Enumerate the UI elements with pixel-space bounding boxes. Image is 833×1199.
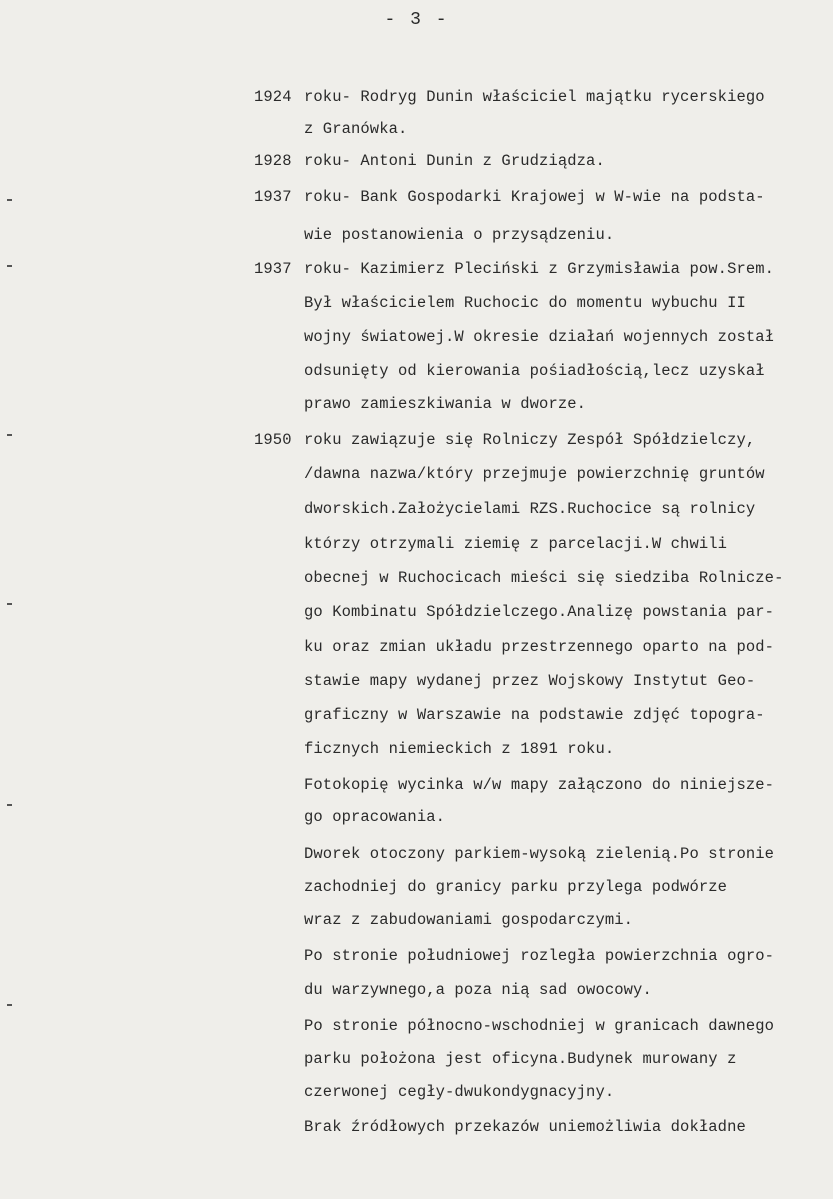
text-line: roku- Kazimierz Pleciński z Grzymisławia pow.Srem.	[304, 260, 775, 278]
page-number: - 3 -	[384, 10, 449, 30]
text-line: go opracowania.	[304, 808, 446, 826]
text-line: graficzny w Warszawie na podstawie zdjęć topogra-	[304, 706, 765, 724]
text-line: zachodniej do granicy parku przylega podwórze	[304, 878, 728, 896]
margin-mark	[7, 199, 12, 201]
text-line: wojny światowej.W okresie działań wojennych został	[304, 328, 775, 346]
text-line: Był właścicielem Ruchocic do momentu wybuchu II	[304, 294, 746, 312]
margin-mark	[7, 804, 12, 806]
year-label: 1928	[254, 152, 292, 170]
margin-mark	[7, 265, 12, 267]
text-line: którzy otrzymali ziemię z parcelacji.W chwili	[304, 535, 728, 553]
text-line: roku zawiązuje się Rolniczy Zespół Spółdzielczy,	[304, 431, 756, 449]
text-line: Fotokopię wycinka w/w mapy załączono do niniejsze-	[304, 776, 775, 794]
text-line: roku- Antoni Dunin z Grudziądza.	[304, 152, 605, 170]
text-line: obecnej w Ruchocicach mieści się siedziba Rolnicze-	[304, 569, 784, 587]
text-line: Po stronie północno-wschodniej w granicach dawnego	[304, 1017, 775, 1035]
text-line: czerwonej cegły-dwukondygnacyjny.	[304, 1083, 615, 1101]
text-line: ku oraz zmian układu przestrzennego oparto na pod-	[304, 638, 775, 656]
text-line: wie postanowienia o przysądzeniu.	[304, 226, 615, 244]
text-line: du warzywnego,a poza nią sad owocowy.	[304, 981, 652, 999]
text-line: prawo zamieszkiwania w dworze.	[304, 395, 587, 413]
margin-mark	[7, 603, 12, 605]
text-line: stawie mapy wydanej przez Wojskowy Instytut Geo-	[304, 672, 756, 690]
year-label: 1937	[254, 188, 292, 206]
year-label: 1924	[254, 88, 292, 106]
text-line: dworskich.Założycielami RZS.Ruchocice są rolnicy	[304, 500, 756, 518]
text-line: go Kombinatu Spółdzielczego.Analizę powstania par-	[304, 603, 775, 621]
text-line: Brak źródłowych przekazów uniemożliwia dokładne	[304, 1118, 746, 1136]
text-line: parku położona jest oficyna.Budynek murowany z	[304, 1050, 737, 1068]
text-line: /dawna nazwa/który przejmuje powierzchnię gruntów	[304, 465, 765, 483]
year-label: 1950	[254, 431, 292, 449]
margin-mark	[7, 1004, 12, 1006]
margin-mark	[7, 434, 12, 436]
text-line: roku- Rodryg Dunin właściciel majątku rycerskiego	[304, 88, 765, 106]
year-label: 1937	[254, 260, 292, 278]
text-line: wraz z zabudowaniami gospodarczymi.	[304, 911, 634, 929]
text-line: z Granówka.	[304, 120, 408, 138]
text-line: roku- Bank Gospodarki Krajowej w W-wie na podsta-	[304, 188, 765, 206]
text-line: ficznych niemieckich z 1891 roku.	[304, 740, 615, 758]
text-line: Dworek otoczony parkiem-wysoką zielenią.Po stronie	[304, 845, 775, 863]
text-line: Po stronie południowej rozległa powierzchnia ogro-	[304, 947, 775, 965]
text-line: odsunięty od kierowania pośiadłością,lecz uzyskał	[304, 362, 765, 380]
